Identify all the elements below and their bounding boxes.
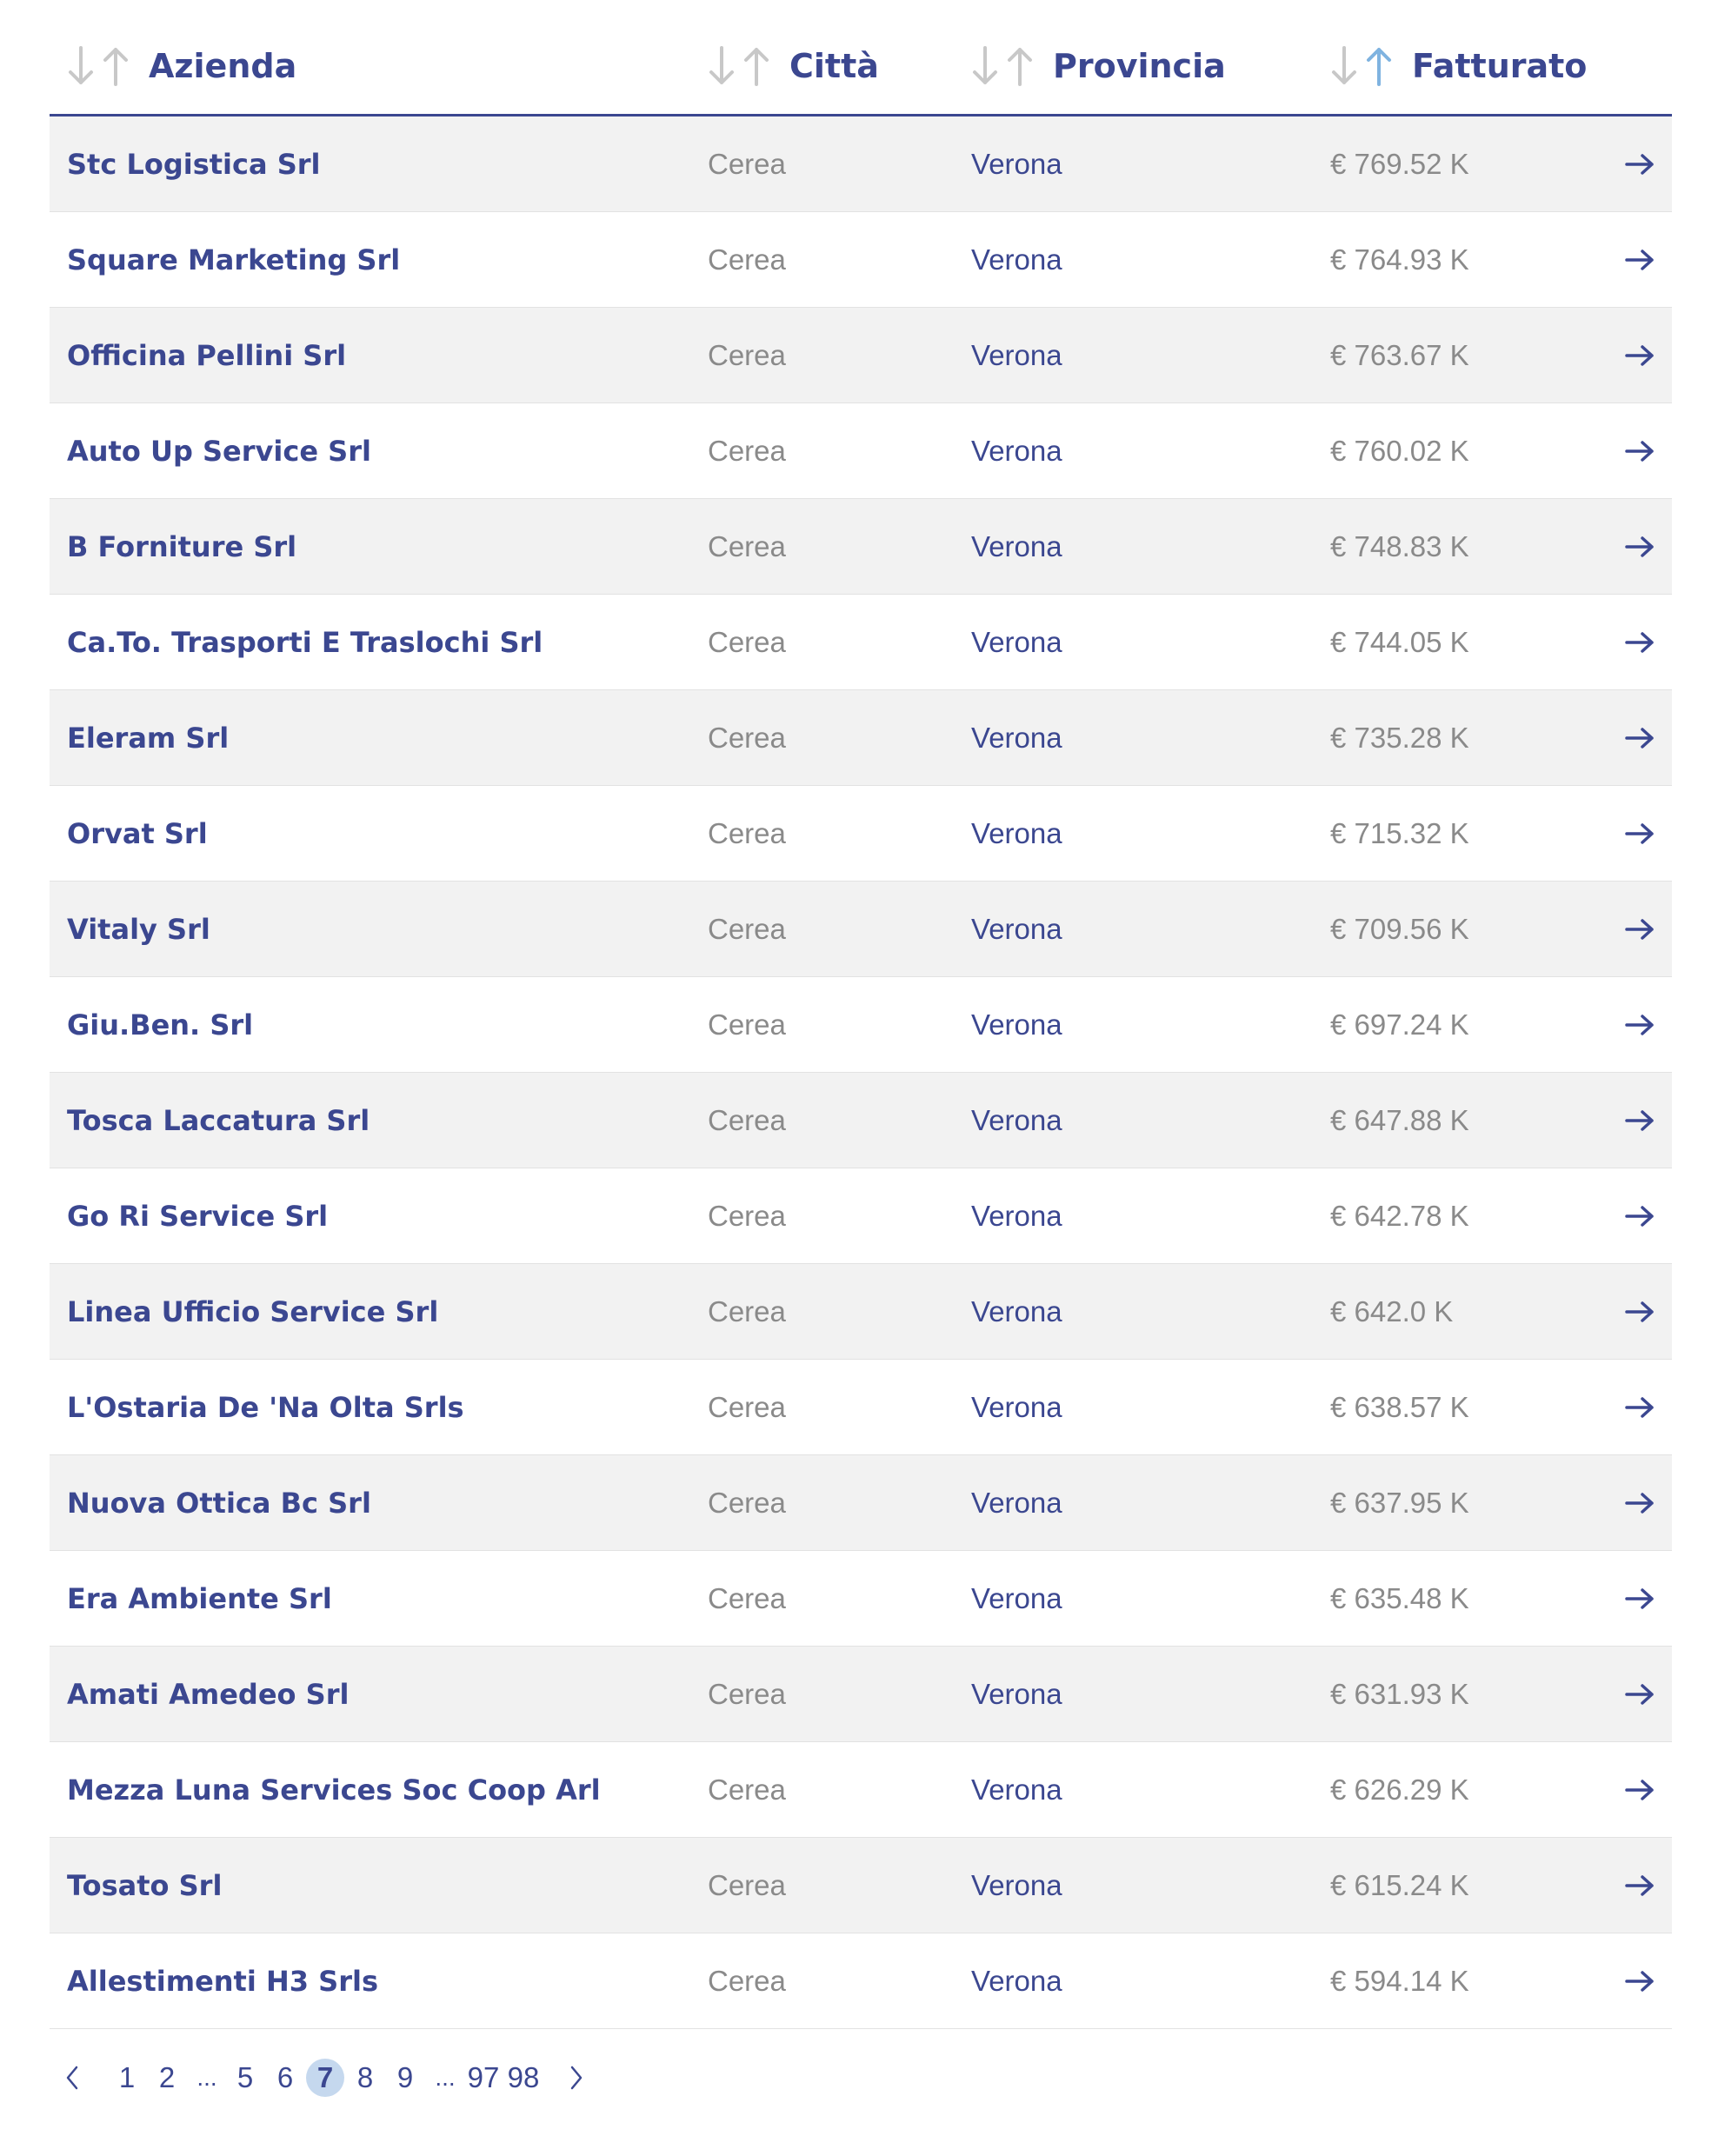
page-2-button[interactable]: 2 <box>158 2061 176 2093</box>
province-link[interactable]: Verona <box>971 434 1062 467</box>
province-link[interactable]: Verona <box>971 243 1062 276</box>
arrow-right-icon[interactable] <box>1625 403 1655 498</box>
arrow-right-icon[interactable] <box>1625 1360 1655 1454</box>
arrow-right-icon[interactable] <box>1625 212 1655 307</box>
arrow-right-icon[interactable] <box>1625 1838 1655 1933</box>
page-7-button[interactable]: 7 <box>306 2059 344 2097</box>
arrow-right-icon[interactable] <box>1625 1073 1655 1168</box>
column-label: Fatturato <box>1412 46 1588 85</box>
company-name-link[interactable]: Eleram Srl <box>67 721 230 755</box>
city-cell: Cerea <box>708 529 786 562</box>
table-row[interactable] <box>50 116 1672 212</box>
city-cell: Cerea <box>708 1008 786 1041</box>
revenue-cell: € 744.05 K <box>1330 625 1469 658</box>
company-name-link[interactable]: Amati Amedeo Srl <box>67 1677 350 1711</box>
table-row[interactable] <box>50 1073 1672 1168</box>
province-link[interactable]: Verona <box>971 147 1062 180</box>
province-link[interactable]: Verona <box>971 1103 1062 1136</box>
column-header-fatturato[interactable] <box>1330 17 1587 114</box>
page-5-button[interactable]: 5 <box>236 2061 254 2093</box>
column-label: Provincia <box>1053 46 1226 85</box>
arrow-right-icon[interactable] <box>1625 1933 1655 2028</box>
province-link[interactable]: Verona <box>971 1294 1062 1328</box>
page-98-button[interactable]: 98 <box>507 2061 540 2093</box>
column-header-provincia[interactable] <box>971 17 1226 114</box>
table-row[interactable] <box>50 1551 1672 1647</box>
revenue-cell: € 760.02 K <box>1330 434 1469 467</box>
table-row[interactable] <box>50 690 1672 786</box>
table-row[interactable] <box>50 977 1672 1073</box>
pagination-items <box>108 2059 544 2097</box>
column-header-citta[interactable] <box>708 17 879 114</box>
table-row[interactable] <box>50 1264 1672 1360</box>
company-name-link[interactable]: Ca.To. Trasporti E Traslochi Srl <box>67 625 543 659</box>
city-cell: Cerea <box>708 338 786 371</box>
company-name-link[interactable]: Allestimenti H3 Srls <box>67 1964 378 1998</box>
sort-arrows-icon[interactable] <box>708 44 770 88</box>
table-row[interactable] <box>50 595 1672 690</box>
table-header <box>50 17 1672 116</box>
arrow-right-icon[interactable] <box>1625 1264 1655 1359</box>
arrow-right-icon[interactable] <box>1625 1168 1655 1263</box>
revenue-cell: € 642.0 K <box>1330 1294 1454 1328</box>
column-label: Azienda <box>149 46 297 85</box>
table-row[interactable] <box>50 212 1672 308</box>
revenue-cell: € 748.83 K <box>1330 529 1469 562</box>
arrow-right-icon[interactable] <box>1625 882 1655 976</box>
table-body <box>50 116 1672 2029</box>
province-link[interactable]: Verona <box>971 1868 1062 1901</box>
page-1-button[interactable]: 1 <box>118 2061 136 2093</box>
revenue-cell: € 697.24 K <box>1330 1008 1469 1041</box>
chevron-left-icon[interactable] <box>63 2064 82 2092</box>
city-cell: Cerea <box>708 1390 786 1423</box>
table-row[interactable] <box>50 1647 1672 1742</box>
arrow-right-icon[interactable] <box>1625 977 1655 1072</box>
revenue-cell: € 635.48 K <box>1330 1581 1469 1614</box>
city-cell: Cerea <box>708 721 786 754</box>
arrow-right-icon[interactable] <box>1625 786 1655 881</box>
revenue-cell: € 763.67 K <box>1330 338 1469 371</box>
province-link[interactable]: Verona <box>971 1581 1062 1614</box>
revenue-cell: € 638.57 K <box>1330 1390 1469 1423</box>
city-cell: Cerea <box>708 1964 786 1997</box>
company-name-link[interactable]: Tosca Laccatura Srl <box>67 1103 370 1137</box>
city-cell: Cerea <box>708 1868 786 1901</box>
company-name-link[interactable]: Stc Logistica Srl <box>67 147 321 181</box>
province-link[interactable]: Verona <box>971 721 1062 754</box>
table-row[interactable] <box>50 1742 1672 1838</box>
sort-arrows-icon[interactable] <box>67 44 130 88</box>
province-link[interactable]: Verona <box>971 1773 1062 1806</box>
revenue-cell: € 764.93 K <box>1330 243 1469 276</box>
revenue-cell: € 637.95 K <box>1330 1486 1469 1519</box>
company-name-link[interactable]: L'Ostaria De 'Na Olta Srls <box>67 1390 464 1424</box>
city-cell: Cerea <box>708 1199 786 1232</box>
city-cell: Cerea <box>708 1294 786 1328</box>
city-cell: Cerea <box>708 816 786 849</box>
province-link[interactable]: Verona <box>971 912 1062 945</box>
city-cell: Cerea <box>708 243 786 276</box>
pagination <box>63 2052 586 2104</box>
revenue-cell: € 626.29 K <box>1330 1773 1469 1806</box>
table-row[interactable] <box>50 1360 1672 1455</box>
arrow-right-icon[interactable] <box>1625 1647 1655 1741</box>
province-link[interactable]: Verona <box>971 1390 1062 1423</box>
company-name-link[interactable]: Orvat Srl <box>67 816 208 850</box>
page-9-button[interactable]: 9 <box>396 2061 414 2093</box>
company-name-link[interactable]: Vitaly Srl <box>67 912 210 946</box>
province-link[interactable]: Verona <box>971 338 1062 371</box>
province-link[interactable]: Verona <box>971 1964 1062 1997</box>
revenue-cell: € 709.56 K <box>1330 912 1469 945</box>
table-row[interactable] <box>50 1838 1672 1933</box>
city-cell: Cerea <box>708 147 786 180</box>
table-row[interactable] <box>50 1168 1672 1264</box>
table-row[interactable] <box>50 882 1672 977</box>
company-name-link[interactable]: Giu.Ben. Srl <box>67 1008 254 1041</box>
arrow-right-icon[interactable] <box>1625 690 1655 785</box>
company-name-link[interactable]: Tosato Srl <box>67 1868 223 1902</box>
revenue-cell: € 615.24 K <box>1330 1868 1469 1901</box>
company-name-link[interactable]: Mezza Luna Services Soc Coop Arl <box>67 1773 601 1807</box>
column-label: Città <box>789 46 879 85</box>
revenue-cell: € 735.28 K <box>1330 721 1469 754</box>
revenue-cell: € 631.93 K <box>1330 1677 1469 1710</box>
city-cell: Cerea <box>708 1486 786 1519</box>
province-link[interactable]: Verona <box>971 1486 1062 1519</box>
page-8-button[interactable]: 8 <box>356 2061 374 2093</box>
company-name-link[interactable]: B Forniture Srl <box>67 529 297 563</box>
province-link[interactable]: Verona <box>971 625 1062 658</box>
arrow-right-icon[interactable] <box>1625 595 1655 689</box>
city-cell: Cerea <box>708 625 786 658</box>
province-link[interactable]: Verona <box>971 1677 1062 1710</box>
table-row[interactable] <box>50 786 1672 882</box>
city-cell: Cerea <box>708 1581 786 1614</box>
city-cell: Cerea <box>708 434 786 467</box>
province-link[interactable]: Verona <box>971 816 1062 849</box>
sort-arrows-icon[interactable] <box>971 44 1034 88</box>
arrow-right-icon[interactable] <box>1625 1742 1655 1837</box>
companies-table <box>50 17 1672 2029</box>
table-row[interactable] <box>50 403 1672 499</box>
table-row[interactable] <box>50 308 1672 403</box>
company-name-link[interactable]: Square Marketing Srl <box>67 243 401 276</box>
province-link[interactable]: Verona <box>971 529 1062 562</box>
column-header-azienda[interactable] <box>67 17 296 114</box>
company-name-link[interactable]: Officina Pellini Srl <box>67 338 347 372</box>
pagination-ellipsis: ... <box>435 2064 456 2091</box>
company-name-link[interactable]: Go Ri Service Srl <box>67 1199 329 1233</box>
revenue-cell: € 647.88 K <box>1330 1103 1469 1136</box>
revenue-cell: € 769.52 K <box>1330 147 1469 180</box>
revenue-cell: € 594.14 K <box>1330 1964 1469 1997</box>
arrow-right-icon[interactable] <box>1625 499 1655 594</box>
page-97-button[interactable]: 97 <box>467 2061 500 2093</box>
revenue-cell: € 642.78 K <box>1330 1199 1469 1232</box>
arrow-right-icon[interactable] <box>1625 1551 1655 1646</box>
table-row[interactable] <box>50 1933 1672 2029</box>
pagination-ellipsis: ... <box>196 2064 217 2091</box>
city-cell: Cerea <box>708 1677 786 1710</box>
arrow-right-icon[interactable] <box>1625 1455 1655 1550</box>
company-name-link[interactable]: Auto Up Service Srl <box>67 434 371 468</box>
table-row[interactable] <box>50 499 1672 595</box>
page-6-button[interactable]: 6 <box>276 2061 294 2093</box>
city-cell: Cerea <box>708 1103 786 1136</box>
arrow-right-icon[interactable] <box>1625 116 1655 211</box>
arrow-right-icon[interactable] <box>1625 308 1655 403</box>
city-cell: Cerea <box>708 1773 786 1806</box>
sort-arrows-icon[interactable] <box>1330 44 1393 88</box>
table-row[interactable] <box>50 1455 1672 1551</box>
revenue-cell: € 715.32 K <box>1330 816 1469 849</box>
chevron-right-icon[interactable] <box>567 2064 586 2092</box>
company-name-link[interactable]: Nuova Ottica Bc Srl <box>67 1486 371 1520</box>
province-link[interactable]: Verona <box>971 1008 1062 1041</box>
city-cell: Cerea <box>708 912 786 945</box>
province-link[interactable]: Verona <box>971 1199 1062 1232</box>
company-name-link[interactable]: Era Ambiente Srl <box>67 1581 332 1615</box>
company-name-link[interactable]: Linea Ufficio Service Srl <box>67 1294 439 1328</box>
